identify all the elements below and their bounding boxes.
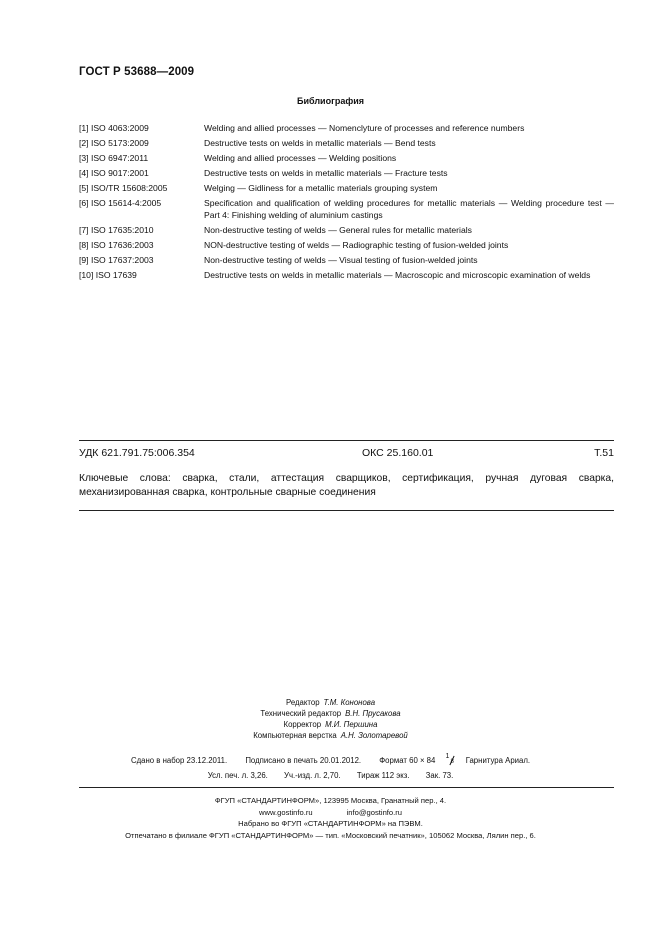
divider-top xyxy=(79,440,614,441)
publisher-address: ФГУП «СТАНДАРТИНФОРМ», 123995 Москва, Гранатный пер., 4. xyxy=(214,796,447,805)
entry-reference: [4] ISO 9017:2001 xyxy=(79,168,149,178)
entry-reference: [2] ISO 5173:2009 xyxy=(79,138,149,148)
print-run: Тираж 112 экз. xyxy=(356,771,410,780)
group-code: Т.51 xyxy=(594,447,614,459)
entry-title: Welding and allied processes — Welding positions xyxy=(204,153,397,163)
entry-title: Welging — Gidliness for a metallic materials grouping system xyxy=(204,183,438,193)
set-date: Сдано в набор 23.12.2011. xyxy=(130,756,228,766)
bibliography-entry xyxy=(79,197,614,221)
credit-name: В.Н. Прусакова xyxy=(345,709,401,718)
standard-code: ГОСТ Р 53688—2009 xyxy=(79,66,195,78)
bibliography-entry xyxy=(79,137,614,149)
printing-line-2 xyxy=(0,771,661,780)
credits-block xyxy=(0,697,661,741)
udk-code: УДК 621.791.75:006.354 xyxy=(79,447,195,459)
entry-reference: [1] ISO 4063:2009 xyxy=(79,123,149,133)
format-fraction xyxy=(438,753,454,766)
bibliography-list xyxy=(79,122,614,284)
entry-reference: [3] ISO 6947:2011 xyxy=(79,153,149,163)
bibliography-entry xyxy=(79,122,614,134)
entry-reference: [7] ISO 17635:2010 xyxy=(79,225,154,235)
credit-role: Технический редактор xyxy=(260,709,342,718)
entry-title: Destructive tests on welds in metallic materials — Macroscopic and microscopic examination of welds xyxy=(204,270,591,280)
edition-sheets: Уч.-изд. л. 2,70. xyxy=(284,771,341,780)
entry-reference: [6] ISO 15614-4:2005 xyxy=(79,198,162,208)
entry-title: Specification and qualification of welding procedures for metallic materials — Welding procedure test — Part 4: Finishing welding of aluminium castings xyxy=(204,198,614,220)
signed-date: Подписано в печать 20.01.2012. xyxy=(245,756,362,766)
bibliography-entry xyxy=(79,152,614,164)
credit-role: Редактор xyxy=(285,698,320,707)
entry-reference: [8] ISO 17636:2003 xyxy=(79,240,154,250)
printed-note: Отпечатано в филиале ФГУП «СТАНДАРТИНФОРМ» — тип. «Московский печатник», 105062 Москва, Лялин пер., 6. xyxy=(125,830,536,840)
entry-title: Non-destructive testing of welds — General rules for metallic materials xyxy=(204,225,472,235)
bibliography-title: Библиография xyxy=(297,96,364,106)
bibliography-entry xyxy=(79,269,614,281)
credit-line xyxy=(0,697,661,708)
divider-imprint xyxy=(79,787,614,788)
credit-name: М.И. Першина xyxy=(325,720,378,729)
entry-title: Non-destructive testing of welds — Visual testing of fusion-welded joints xyxy=(204,255,478,265)
credit-name: Т.М. Кононова xyxy=(323,698,376,707)
bibliography-entry xyxy=(79,182,614,194)
publisher-site: www.gostinfo.ru xyxy=(258,807,313,817)
entry-title: Welding and allied processes — Nomenclуture of processes and reference numbers xyxy=(204,123,525,133)
entry-title: NON-destructive testing of welds — Radiographic testing of fusion-welded joints xyxy=(204,240,509,250)
bibliography-entry xyxy=(79,224,614,236)
entry-reference: [9] ISO 17637:2003 xyxy=(79,255,154,265)
oks-code: ОКС 25.160.01 xyxy=(362,447,434,459)
keywords: Ключевые слова: сварка, стали, аттестация сварщиков, сертификация, ручная дуговая сварка, механизированная сварка, контрольные сварные соединения xyxy=(79,473,614,498)
publisher-block xyxy=(0,795,661,841)
print-sheets: Усл. печ. л. 3,26. xyxy=(207,771,268,780)
credit-role: Компьютерная верстка xyxy=(253,731,337,740)
printing-line-1 xyxy=(0,753,661,766)
entry-reference: [5] ISO/TR 15608:2005 xyxy=(79,183,168,193)
bibliography-entry xyxy=(79,254,614,266)
bibliography-entry xyxy=(79,239,614,251)
publisher-email: info@gostinfo.ru xyxy=(346,807,403,817)
entry-reference: [10] ISO 17639 xyxy=(79,270,137,280)
format-prefix: Формат 60 × 84 xyxy=(379,756,436,766)
credit-line xyxy=(0,730,661,741)
order-number: Зак. 73. xyxy=(425,771,454,780)
entry-title: Destructive tests on welds in metallic materials — Bend tests xyxy=(204,138,436,148)
font-info: Гарнитура Ариал. xyxy=(465,756,531,766)
fraction-denominator: 8 xyxy=(450,759,454,765)
credit-role: Корректор xyxy=(283,720,322,729)
fraction-numerator: 1 xyxy=(445,753,450,760)
publisher-contacts xyxy=(0,807,661,819)
bibliography-entry xyxy=(79,167,614,179)
credit-name: А.Н. Золотаревой xyxy=(340,731,408,740)
typeset-note: Набрано во ФГУП «СТАНДАРТИНФОРМ» на ПЭВМ. xyxy=(238,819,423,828)
divider-bottom xyxy=(79,510,614,511)
format xyxy=(379,753,454,766)
entry-title: Destructive tests on welds in metallic materials — Fracture tests xyxy=(204,168,448,178)
credit-line xyxy=(0,719,661,730)
credit-line xyxy=(0,708,661,719)
